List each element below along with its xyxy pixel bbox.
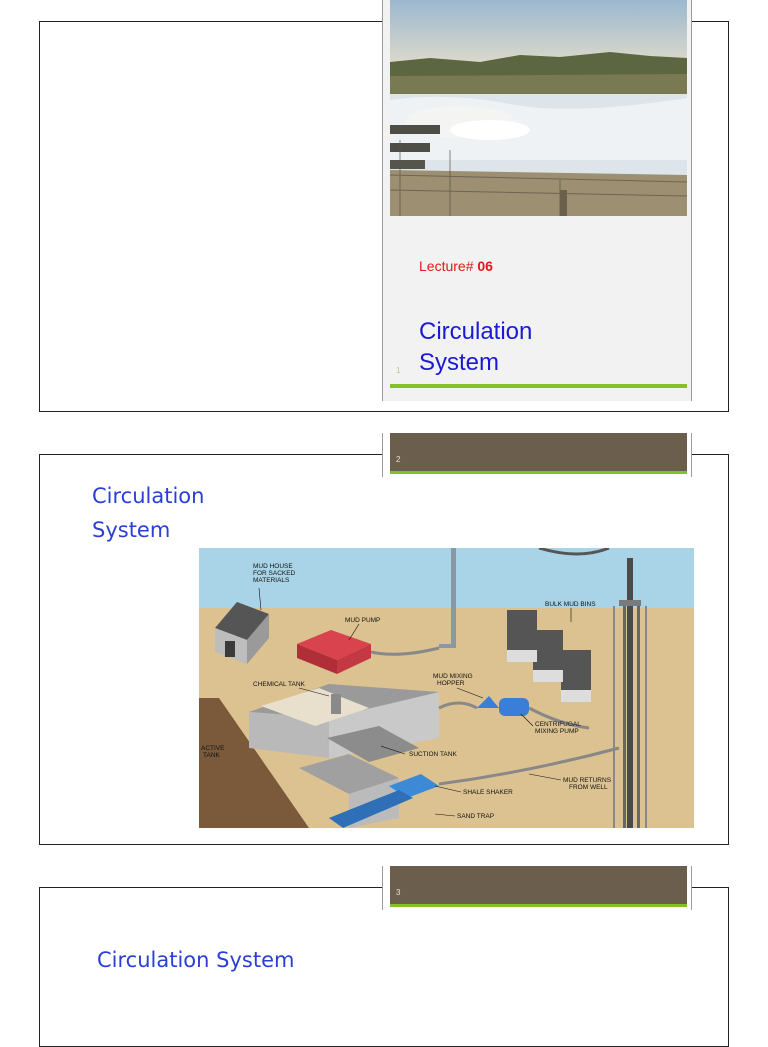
label-active-tank: ACTIVE TANK (201, 745, 225, 759)
lecture-number: 06 (477, 258, 493, 274)
label-mud-returns: MUD RETURNS FROM WELL (563, 777, 612, 791)
label-sand-trap: SAND TRAP (457, 813, 495, 820)
label-suction-tank: SUCTION TANK (409, 751, 457, 758)
title-line-2: System (92, 518, 171, 542)
label-mud-house: MUD HOUSE FOR SACKED MATERIALS (253, 563, 296, 584)
circulation-system-diagram (199, 548, 694, 828)
slide-3-title: Circulation System (97, 948, 295, 972)
page-number: 3 (396, 888, 401, 897)
title-line-2: System (419, 349, 500, 376)
page-number: 2 (396, 455, 401, 464)
label-centrifugal-mixing-pump: CENTRIFUGAL MIXING PUMP (535, 721, 581, 735)
title-line-1: Circulation (92, 484, 205, 508)
label-bulk-mud-bins: BULK MUD BINS (545, 601, 596, 608)
label-chemical-tank: CHEMICAL TANK (253, 681, 305, 688)
accent-line (390, 471, 687, 474)
label-shale-shaker: SHALE SHAKER (463, 789, 513, 796)
label-mud-pump: MUD PUMP (345, 617, 381, 624)
header-tab (390, 866, 687, 904)
slide-2-title (92, 479, 292, 547)
lecture-label: Lecture# 06 (419, 258, 493, 274)
accent-line (390, 904, 687, 907)
accent-line (390, 384, 687, 388)
page-number: 1 (396, 366, 401, 375)
slide-1-title (419, 316, 659, 378)
mud-pit-photo (390, 0, 687, 216)
header-tab (390, 433, 687, 471)
title-line-1: Circulation (419, 318, 533, 345)
label-mud-mixing-hopper: MUD MIXING HOPPER (433, 673, 473, 687)
